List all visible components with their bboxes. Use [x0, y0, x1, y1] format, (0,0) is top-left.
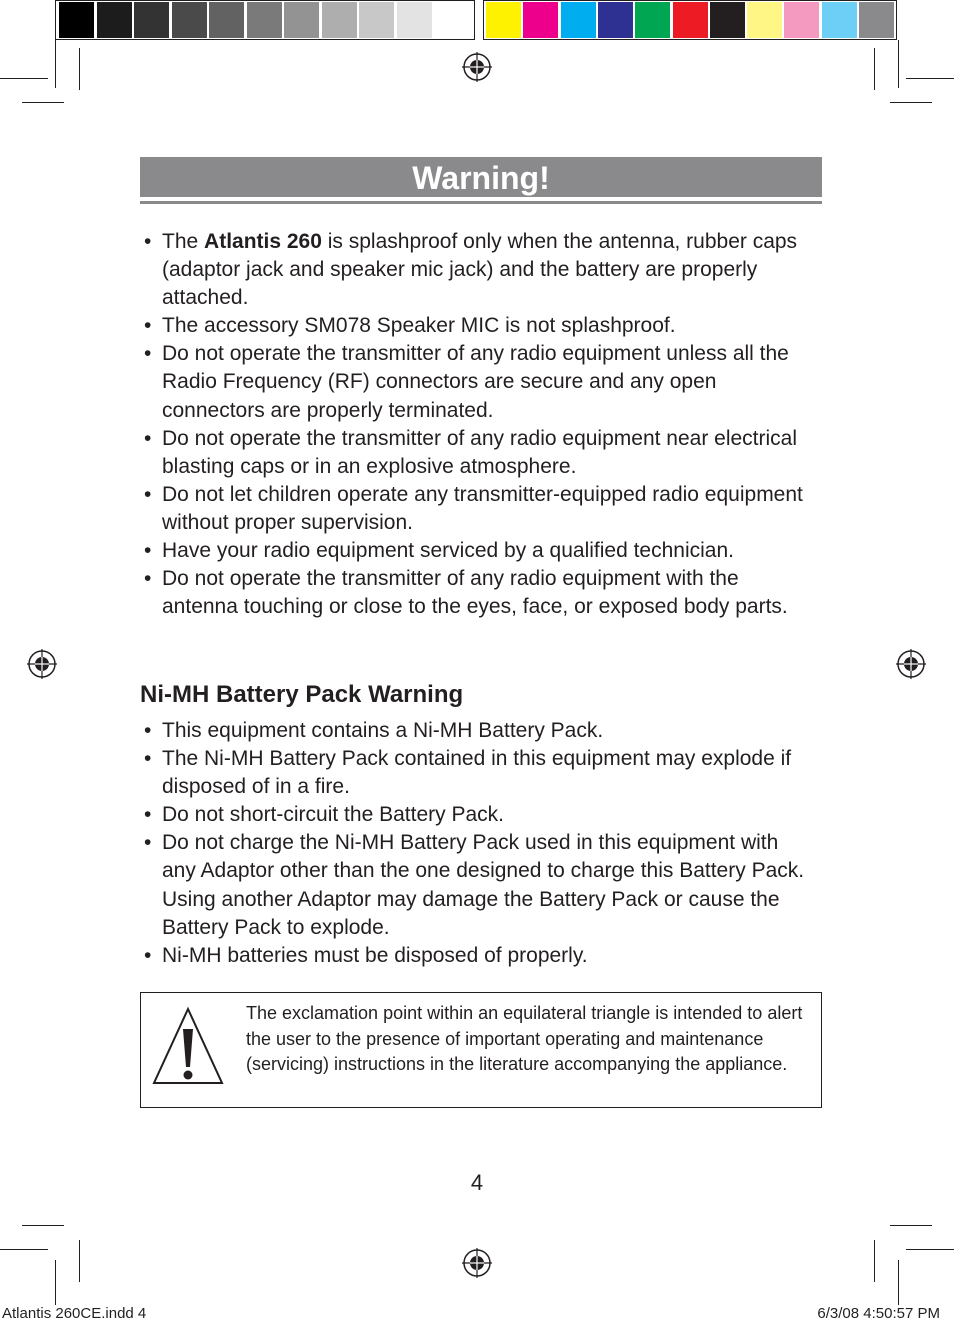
crop-mark	[0, 78, 48, 79]
list-item: • Do not operate the transmitter of any radio equipment with the antenna touching or close to the eyes, face, or exposed body parts.	[144, 567, 788, 619]
color-swatch	[635, 2, 670, 38]
list-item: • The Atlantis 260 is splashproof only when the antenna, rubber caps (adaptor jack and speaker mic jack) and the battery are properly attached.	[144, 230, 798, 310]
registration-mark-icon	[462, 1248, 492, 1278]
color-bar	[55, 0, 897, 40]
color-swatch	[822, 2, 857, 38]
crop-mark	[906, 1249, 954, 1250]
slug-filename: Atlantis 260CE.indd 4	[2, 1305, 147, 1322]
crop-mark	[890, 1225, 932, 1226]
warning-banner	[140, 157, 822, 197]
crop-mark	[22, 1225, 64, 1226]
color-swatch	[747, 2, 782, 38]
crop-mark	[79, 48, 80, 90]
registration-mark-icon	[27, 649, 57, 679]
crop-mark	[874, 1240, 875, 1282]
grey-swatch	[359, 2, 394, 38]
battery-warning-list	[140, 717, 812, 970]
color-swatch	[486, 2, 521, 38]
notice-text: The exclamation point within an equilateral triangle is intended to alert the user to the presence of important operating and maintenance (servicing) instructions in the literature accompanying the appliance.	[246, 1003, 803, 1074]
list-item: • Have your radio equipment serviced by a qualified technician.	[144, 539, 734, 563]
notice-box	[140, 992, 822, 1108]
grey-swatch	[209, 2, 244, 38]
registration-mark-icon	[462, 52, 492, 82]
grey-swatch	[97, 2, 132, 38]
crop-mark	[55, 40, 56, 88]
grey-swatch	[247, 2, 282, 38]
list-item: • Do not short-circuit the Battery Pack.	[144, 803, 504, 827]
list-item: • Do not operate the transmitter of any radio equipment near electrical blasting caps or in an explosive atmosphere.	[144, 426, 798, 478]
crop-mark	[890, 102, 932, 103]
warning-title: Warning!	[412, 160, 550, 196]
grey-swatch	[397, 2, 432, 38]
color-swatch	[523, 2, 558, 38]
grey-swatch	[284, 2, 319, 38]
grey-swatch	[59, 2, 94, 38]
slug-timestamp: 6/3/08 4:50:57 PM	[817, 1305, 940, 1322]
product-name: Atlantis 260	[204, 230, 322, 253]
registration-mark-icon	[896, 649, 926, 679]
battery-warning-heading: Ni-MH Battery Pack Warning	[140, 681, 464, 708]
grey-swatch	[172, 2, 207, 38]
crop-mark	[898, 1260, 899, 1305]
list-item: • The Ni-MH Battery Pack contained in this equipment may explode if disposed of in a fire.	[144, 747, 792, 799]
list-item: • This equipment contains a Ni-MH Battery Pack.	[144, 719, 604, 742]
crop-mark	[898, 40, 899, 88]
color-swatch	[859, 2, 894, 38]
list-item: • Do not let children operate any transmitter-equipped radio equipment without proper supervision.	[144, 482, 803, 534]
color-swatch	[561, 2, 596, 38]
exclamation-triangle-icon	[151, 1005, 225, 1087]
page-number: 4	[470, 1170, 484, 1195]
crop-mark	[874, 48, 875, 90]
crop-mark	[22, 102, 64, 103]
list-item: • Do not charge the Ni-MH Battery Pack used in this equipment with any Adaptor other than the one designed to charge this Battery Pack. Using another Adaptor may damage the Battery Pack or cause the Battery Pack to explode.	[144, 831, 805, 939]
crop-mark	[0, 1249, 48, 1250]
color-swatch	[710, 2, 745, 38]
crop-mark	[55, 1260, 56, 1305]
grey-swatch	[134, 2, 169, 38]
banner-rule	[140, 201, 822, 204]
list-item: • The accessory SM078 Speaker MIC is not splashproof.	[144, 314, 676, 338]
color-swatch	[673, 2, 708, 38]
warning-list	[140, 228, 812, 621]
list-item: • Do not operate the transmitter of any radio equipment unless all the Radio Frequency (RF) connectors are secure and any open connectors are properly terminated.	[144, 342, 789, 422]
crop-mark	[79, 1240, 80, 1282]
color-swatch	[598, 2, 633, 38]
crop-mark	[906, 78, 954, 79]
grey-swatch	[322, 2, 357, 38]
list-item: • Ni-MH batteries must be disposed of properly.	[144, 943, 588, 967]
grey-swatch	[434, 2, 469, 38]
color-swatch	[784, 2, 819, 38]
